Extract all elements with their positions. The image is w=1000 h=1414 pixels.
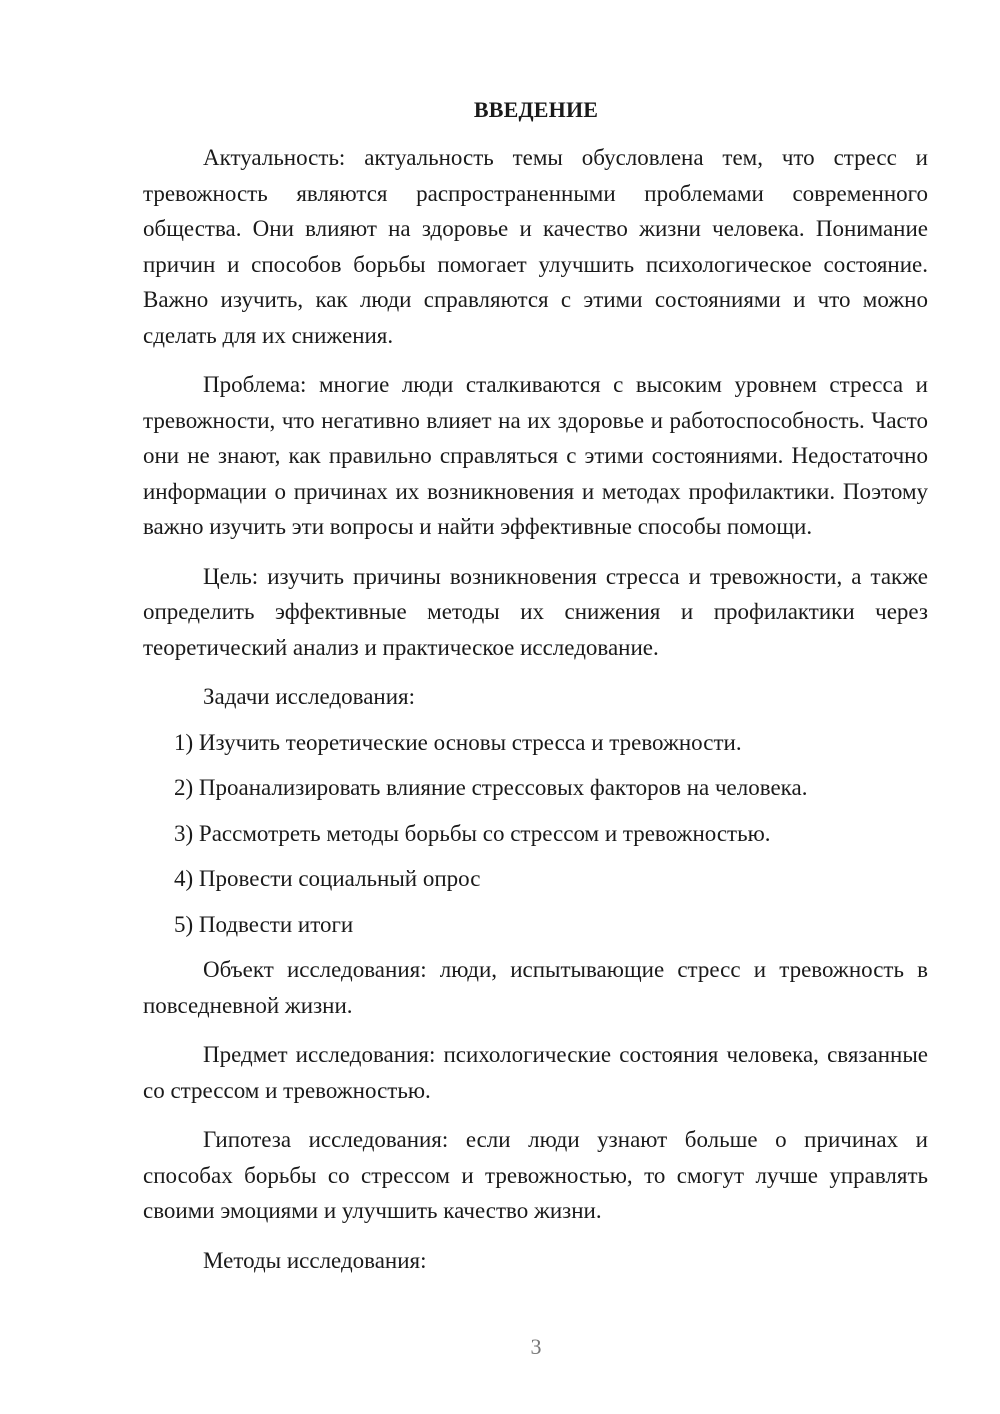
list-item: 3) Рассмотреть методы борьбы со стрессом и тревожностью. bbox=[174, 820, 771, 846]
paragraph-subject: Предмет исследования: психологические состояния человека, связанные со стрессом и тревожностью. bbox=[143, 1042, 928, 1103]
paragraph-hypothesis: Гипотеза исследования: если люди узнают больше о причинах и способах борьбы со стрессом и тревожностью, то смогут лучше управлять своими эмоциями и улучшить качество жизни. bbox=[143, 1127, 928, 1223]
paragraph-problem: Проблема: многие люди сталкиваются с высоким уровнем стресса и тревожности, что негативно влияет на их здоровье и работоспособность. Часто они не знают, как правильно справляться с этими состояниями. Недостаточно информации о причинах их возникновения и методах профилактики. Поэтому важно изучить эти вопросы и найти эффективные способы помощи. bbox=[143, 372, 928, 539]
document-body bbox=[143, 140, 928, 1292]
paragraph-methods: Методы исследования: bbox=[203, 1247, 427, 1273]
tasks-heading: Задачи исследования: bbox=[203, 684, 416, 709]
list-item: 1) Изучить теоретические основы стресса и тревожности. bbox=[174, 729, 742, 755]
list-item: 5) Подвести итоги bbox=[174, 911, 354, 937]
list-item: 2) Проанализировать влияние стрессовых факторов на человека. bbox=[174, 775, 808, 800]
paragraph-relevance: Актуальность: актуальность темы обусловлена тем, что стресс и тревожность являются распространенными проблемами современного общества. Они влияют на здоровье и качество жизни человека. Понимание причин и способов борьбы помогает улучшить психологическое состояние. Важно изучить, как люди справляются с этими состояниями и что можно сделать для их снижения. bbox=[143, 145, 928, 348]
page-number: 3 bbox=[530, 1334, 542, 1359]
paragraph-goal: Цель: изучить причины возникновения стресса и тревожности, а также определить эффективные методы их снижения и профилактики через теоретический анализ и практическое исследование. bbox=[143, 563, 928, 660]
list-item: 4) Провести социальный опрос bbox=[174, 866, 481, 891]
paragraph-object: Объект исследования: люди, испытывающие стресс и тревожность в повседневной жизни. bbox=[143, 957, 928, 1018]
page-title: ВВЕДЕНИЕ bbox=[473, 97, 599, 122]
tasks-list bbox=[143, 725, 928, 943]
